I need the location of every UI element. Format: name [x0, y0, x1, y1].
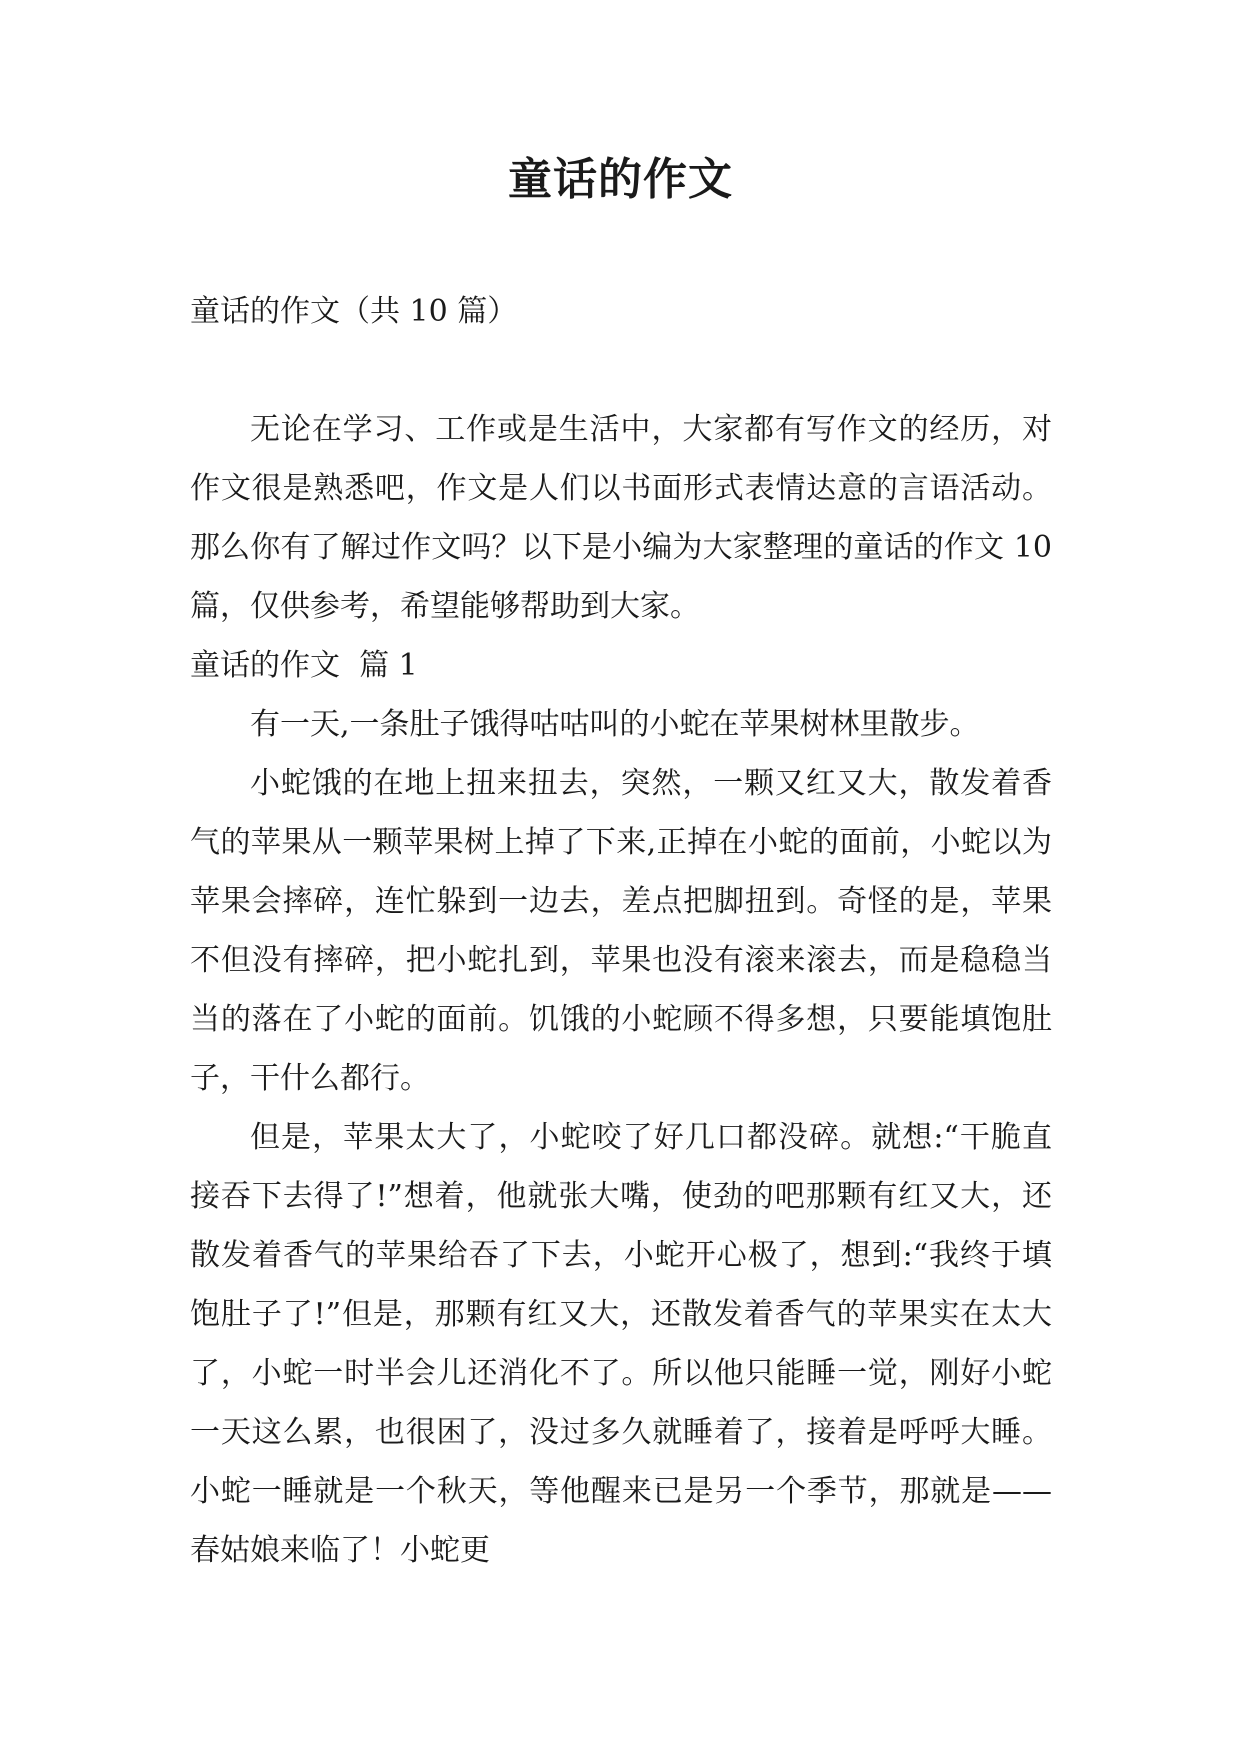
document-title: 童话的作文 — [508, 154, 733, 205]
document-body — [190, 400, 1052, 1580]
story-paragraph-2: 小蛇饿的在地上扭来扭去，突然，一颗又红又大，散发着香气的苹果从一颗苹果树上掉了下来,正掉在小蛇的面前，小蛇以为苹果会摔碎，连忙躲到一边去，差点把脚扭到。奇怪的是，苹果不但没有摔碎，把小蛇扎到，苹果也没有滚来滚去，而是稳稳当当的落在了小蛇的面前。饥饿的小蛇顾不得多想，只要能填饱肚子，干什么都行。 — [190, 766, 1052, 1096]
story-paragraph-3: 但是，苹果太大了，小蛇咬了好几口都没碎。就想:“干脆直接吞下去得了!”想着，他就张大嘴，使劲的吧那颗有红又大，还散发着香气的苹果给吞了下去，小蛇开心极了，想到:“我终于填饱肚子了!”但是，那颗有红又大，还散发着香气的苹果实在太大了，小蛇一时半会儿还消化不了。所以他只能睡一觉，刚好小蛇一天这么累，也很困了，没过多久就睡着了，接着是呼呼大睡。小蛇一睡就是一个秋天，等他醒来已是另一个季节，那就是——春姑娘来临了！小蛇更 — [190, 1120, 1052, 1568]
section-heading: 童话的作文 篇 1 — [190, 648, 418, 683]
intro-paragraph: 无论在学习、工作或是生活中，大家都有写作文的经历，对作文很是熟悉吧，作文是人们以书面形式表情达意的言语活动。那么你有了解过作文吗？以下是小编为大家整理的童话的作文 10 篇，仅供参考，希望能够帮助到大家。 — [190, 412, 1052, 624]
document-subtitle: 童话的作文（共 10 篇） — [190, 294, 518, 329]
story-paragraph-1: 有一天,一条肚子饿得咕咕叫的小蛇在苹果树林里散步。 — [250, 707, 980, 742]
